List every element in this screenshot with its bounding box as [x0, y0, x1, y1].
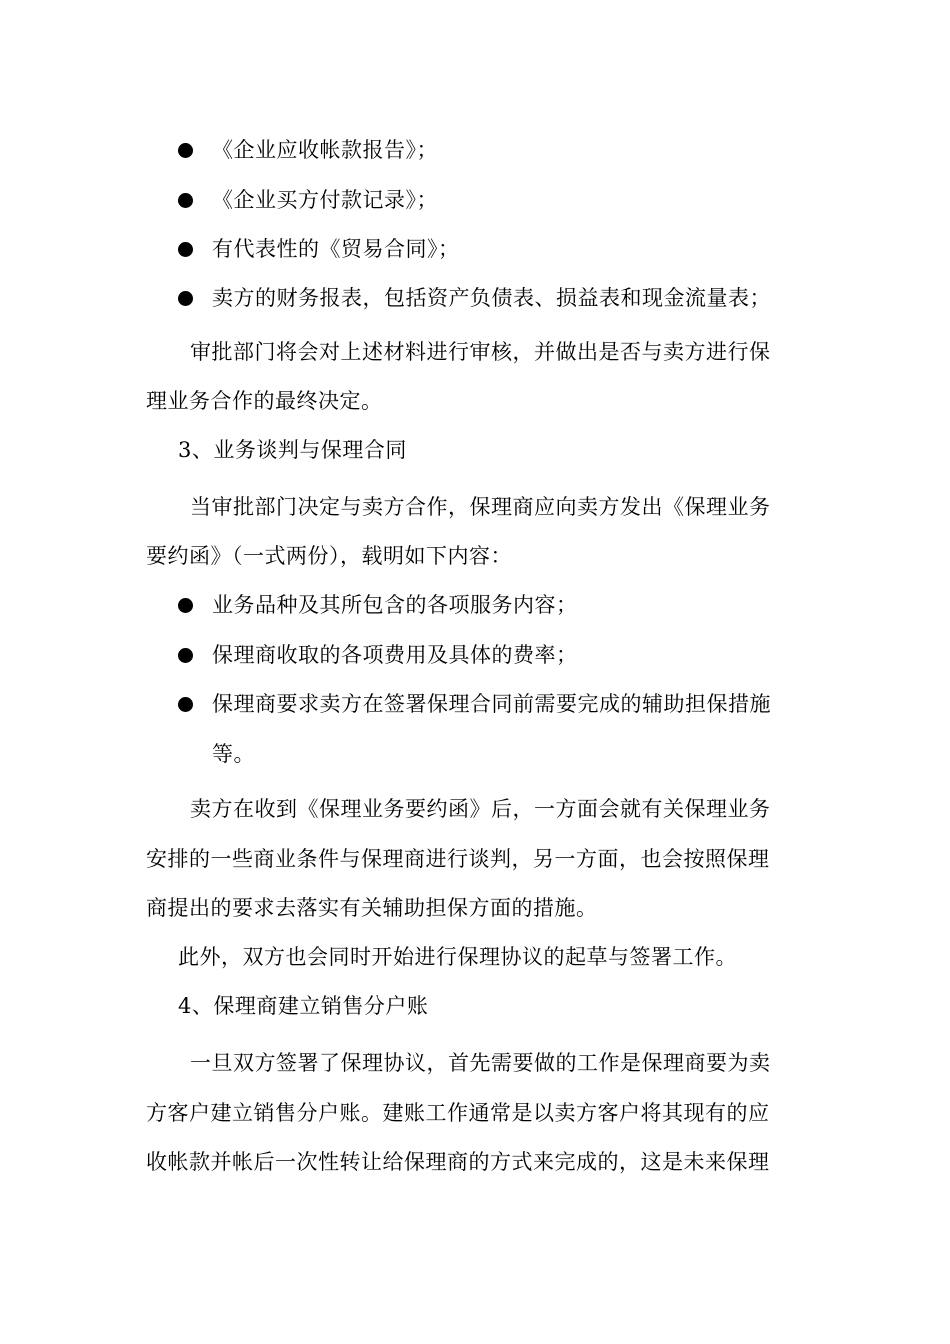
bullet-icon [178, 242, 193, 257]
paragraph-line: 要约函》（一式两份），载明如下内容： [146, 544, 512, 568]
list-item: 业务品种及其所包含的各项服务内容； [212, 593, 578, 617]
paragraph-line: 一旦双方签署了保理协议，首先需要做的工作是保理商要为卖 [190, 1051, 771, 1075]
paragraph-line: 此外，双方也会同时开始进行保理协议的起草与签署工作。 [178, 945, 737, 969]
bullet-icon [178, 648, 193, 663]
bullet-icon [178, 193, 193, 208]
paragraph-line: 当审批部门决定与卖方合作，保理商应向卖方发出《保理业务 [190, 495, 771, 519]
bullet-icon [178, 143, 193, 158]
list-item: 有代表性的《贸易合同》； [212, 237, 460, 261]
paragraph-line: 卖方在收到《保理业务要约函》后，一方面会就有关保理业务 [190, 797, 771, 821]
list-item: 卖方的财务报表，包括资产负债表、损益表和现金流量表； [212, 286, 771, 310]
bullet-icon [178, 598, 193, 613]
paragraph-line: 审批部门将会对上述材料进行审核，并做出是否与卖方进行保 [190, 340, 771, 364]
paragraph-line: 收帐款并帐后一次性转让给保理商的方式来完成的，这是未来保理 [146, 1150, 770, 1174]
bullet-icon [178, 697, 193, 712]
section-heading: 3、业务谈判与保理合同 [178, 438, 407, 462]
list-item: 保理商收取的各项费用及具体的费率； [212, 643, 578, 667]
paragraph-line: 方客户建立销售分户账。建账工作通常是以卖方客户将其现有的应 [146, 1101, 770, 1125]
list-item: 《企业买方付款记录》； [212, 188, 438, 212]
bullet-icon [178, 291, 193, 306]
paragraph-line: 商提出的要求去落实有关辅助担保方面的措施。 [146, 896, 598, 920]
list-item: 保理商要求卖方在签署保理合同前需要完成的辅助担保措施 [212, 692, 771, 716]
list-item: 《企业应收帐款报告》； [212, 138, 438, 162]
section-heading: 4、保理商建立销售分户账 [178, 994, 429, 1018]
list-item-continuation: 等。 [212, 742, 255, 766]
paragraph-line: 安排的一些商业条件与保理商进行谈判，另一方面，也会按照保理 [146, 847, 770, 871]
paragraph-line: 理业务合作的最终决定。 [146, 389, 383, 413]
